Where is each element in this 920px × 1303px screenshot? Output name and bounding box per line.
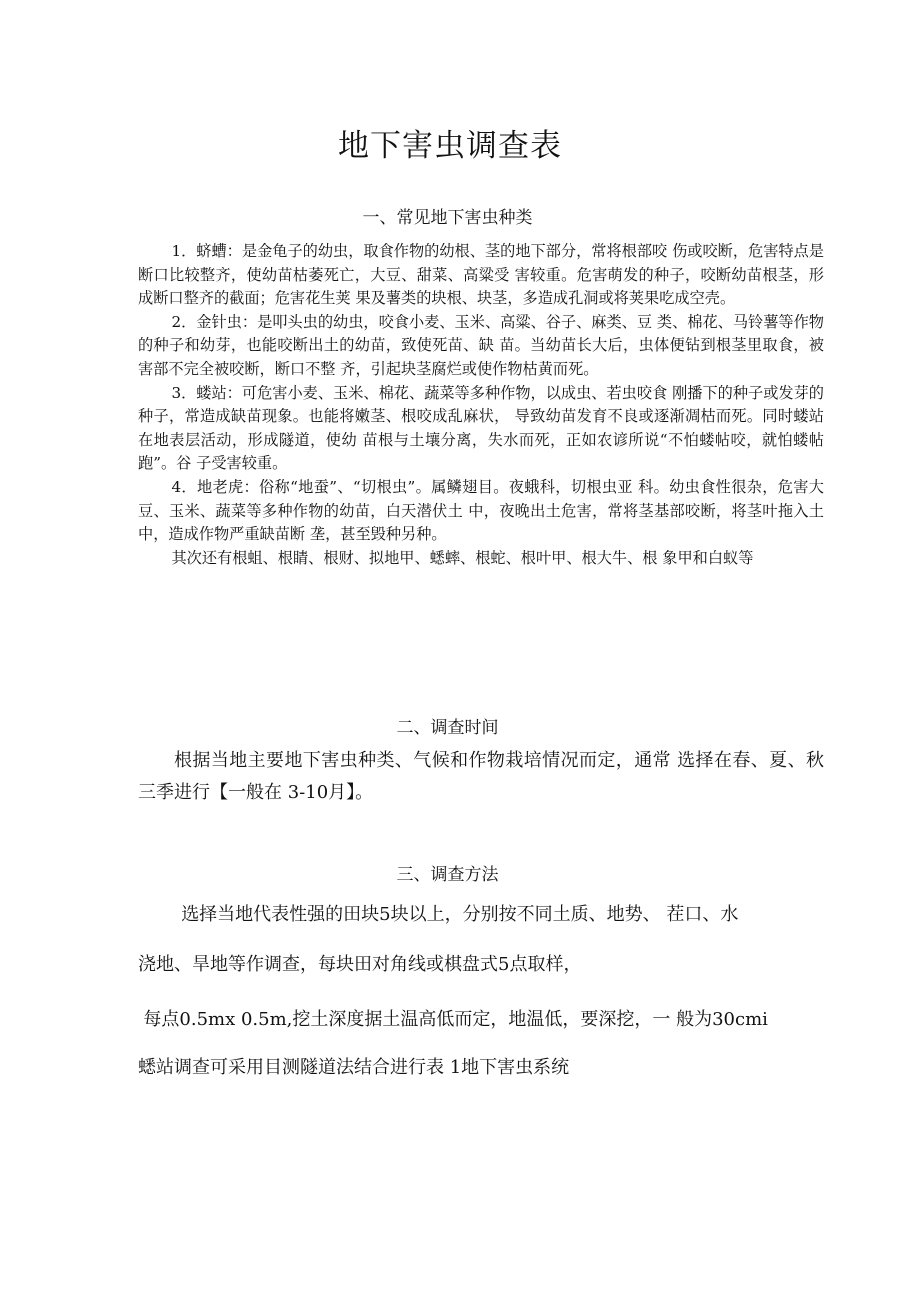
paragraph-mole-cricket: 3．蝼站：可危害小麦、玉米、棉花、蔬菜等多种作物，以成虫、若虫咬食 刚播下的种子或发芽的种子，常造成缺苗现象。也能将嫩茎、根咬成乱麻状， 导致幼苗发育不良或逐渐凋枯而死。同时蝼站在地表层活动，形成隧道，使幼 苗根与土壤分离，失水而死，正如农谚所说“不怕蝼帖咬，就怕蝼帖跑”。谷 子受害较重。 — [138, 383, 824, 473]
section-1-body — [138, 240, 824, 570]
paragraph-other-pests: 其次还有根蛆、根睛、根财、拟地甲、蟋蟀、根蛇、根叶甲、根大牛、根 象甲和白蚁等 — [171, 548, 754, 567]
section-1-heading: 一、常见地下害虫种类 — [362, 208, 533, 228]
section-2-body — [138, 745, 824, 809]
paragraph-grub: 1．蛴螬：是金龟子的幼虫，取食作物的幼根、茎的地下部分，常将根部咬 伤或咬断，危害特点是断口比较整齐，使幼苗枯萎死亡，大豆、甜菜、高粱受 害较重。危害萌发的种子，咬断幼苗根茎，形成断口整齐的截面；危害花生荚 果及薯类的块根、块茎，多造成孔洞或将荚果吃成空壳。 — [138, 242, 824, 308]
method-line-3: 每点0.5mx 0.5m,挖土深度据土温高低而定，地温低，要深挖，一 般为30cmi — [143, 1009, 768, 1030]
paragraph-wireworm: 2．金针虫：是叩头虫的幼虫，咬食小麦、玉米、高粱、谷子、麻类、豆 类、棉花、马铃薯等作物的种子和幼芽，也能咬断出土的幼苗，致使死苗、缺 苗。当幼苗长大后，虫体便钻到根茎里取食，被害部不完全被咬断，断口不整 齐，引起块茎腐烂或使作物枯黄而死。 — [138, 312, 824, 378]
section-3-heading: 三、调查方法 — [396, 865, 499, 885]
paragraph-cutworm: 4．地老虎：俗称“地蚕”、“切根虫”。属鳞翅目。夜蛾科，切根虫亚 科。幼虫食性很杂，危害大豆、玉米、蔬菜等多种作物的幼苗，白天潜伏土 中，夜晚出土危害，常将茎基部咬断，将茎叶拖入土中，造成作物严重缺苗断 垄，甚至毁种另种。 — [138, 477, 824, 544]
page-title: 地下害虫调查表 — [338, 128, 562, 164]
method-line-1: 选择当地代表性强的田块5块以上，分别按不同土质、地势、 茬口、水 — [181, 904, 739, 925]
section-2-heading: 二、调查时间 — [396, 718, 499, 738]
method-line-2: 浇地、旱地等作调查，每块田对角线或棋盘式5点取样， — [138, 954, 582, 975]
method-line-4: 蟋站调查可采用目测隧道法结合进行表 1地下害虫系统 — [138, 1057, 570, 1078]
paragraph-survey-time: 根据当地主要地下害虫种类、气候和作物栽培情况而定，通常 选择在春、夏、秋三季进行【一般在 3-10月】。 — [138, 750, 824, 803]
